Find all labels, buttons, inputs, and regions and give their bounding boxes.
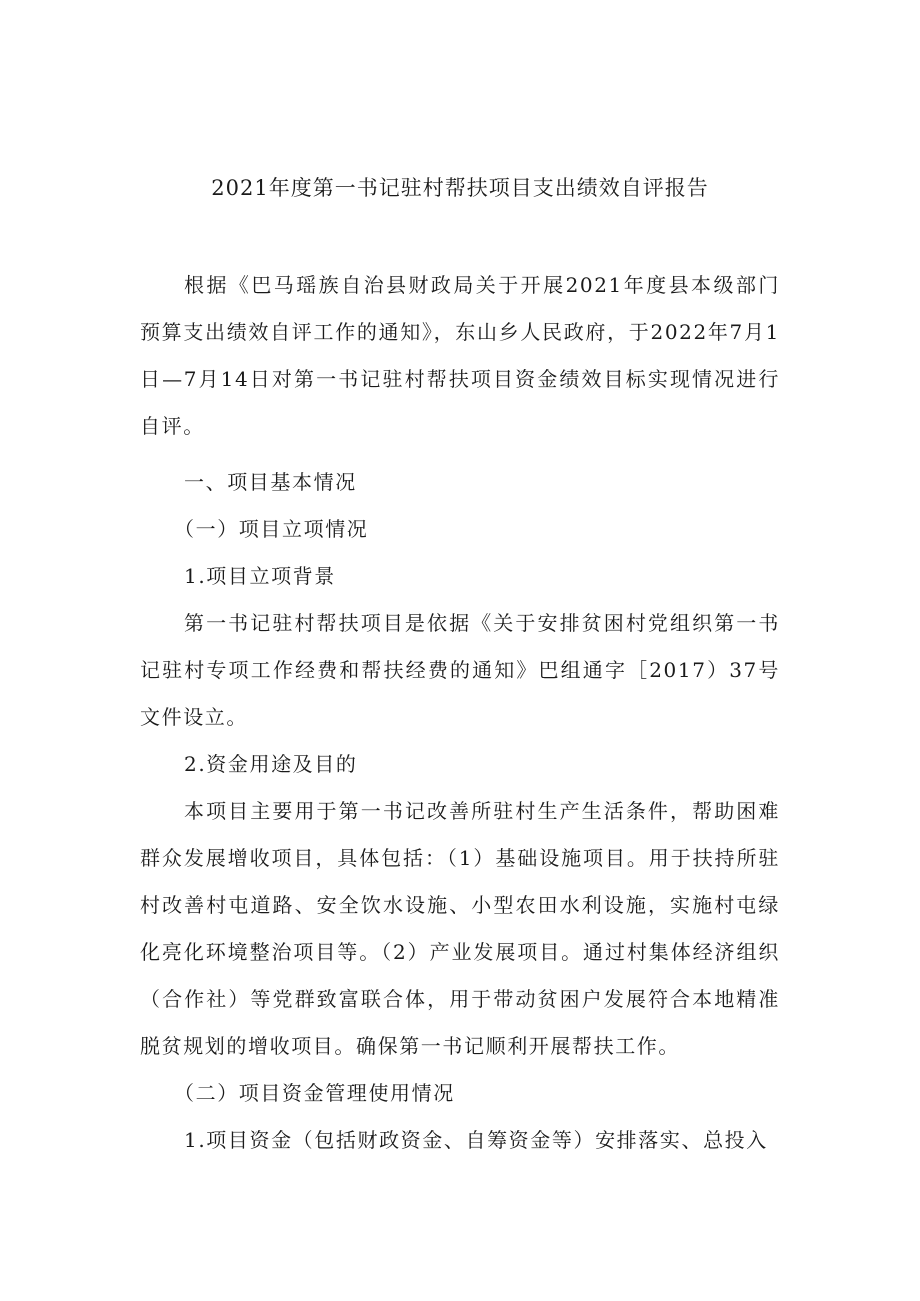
fund-purpose-paragraph: 本项目主要用于第一书记改善所驻村生产生活条件，帮助困难群众发展增收项目，具体包括：（1）基础设施项目。用于扶持所驻村改善村屯道路、安全饮水设施、小型农田水利设施，实施村屯绿化亮化环境整治项目等。（2）产业发展项目。通过村集体经济组织（合作社）等党群致富联合体，用于带动贫困户发展符合本地精准脱贫规划的增收项目。确保第一书记顺利开展帮扶工作。 xyxy=(140,799,780,1058)
section-heading-project-basics: 一、项目基本情况 xyxy=(184,470,357,494)
subsection-heading-project-approval: （一）项目立项情况 xyxy=(174,517,369,541)
approval-background-paragraph: 第一书记驻村帮扶项目是依据《关于安排贫困村党组织第一书记驻村专项工作经费和帮扶经费的通知》巴组通字［2017）37号文件设立。 xyxy=(140,611,780,729)
subsection-heading-fund-management: （二）项目资金管理使用情况 xyxy=(174,1081,455,1105)
intro-paragraph: 根据《巴马瑶族自治县财政局关于开展2021年度县本级部门预算支出绩效自评工作的通知》，东山乡人民政府，于2022年7月1日—7月14日对第一书记驻村帮扶项目资金绩效目标实现情况进行自评。 xyxy=(140,273,780,438)
document-title: 2021年度第一书记驻村帮扶项目支出绩效自评报告 xyxy=(211,176,709,200)
item-heading-fund-purpose: 2.资金用途及目的 xyxy=(184,752,358,776)
fund-management-item-1: 1.项目资金（包括财政资金、自筹资金等）安排落实、总投入 xyxy=(184,1128,768,1152)
item-heading-approval-background: 1.项目立项背景 xyxy=(184,564,336,588)
document-body xyxy=(140,262,780,1164)
